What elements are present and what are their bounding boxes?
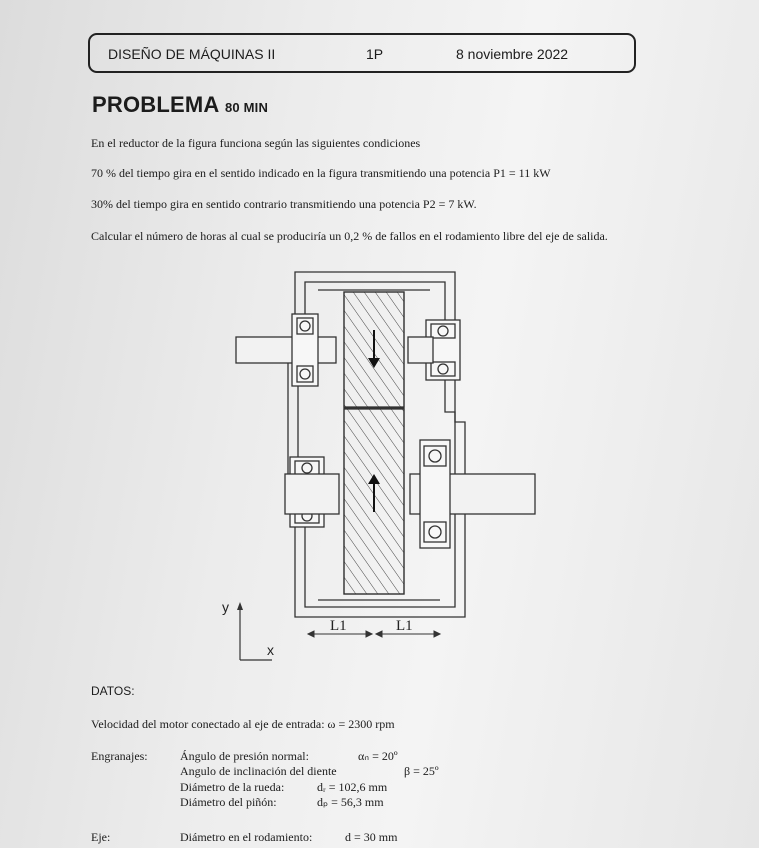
gear-reducer-diagram (200, 262, 560, 682)
bearing-output-right-free (420, 440, 450, 548)
pressure-angle-label: Ángulo de presión normal: (180, 749, 309, 763)
bearing-input-right (408, 320, 460, 380)
bearing-output-left (285, 457, 339, 527)
datos-title: DATOS: (91, 684, 135, 698)
bearing-input-left (292, 314, 318, 386)
gears-label: Engranajes: (91, 749, 148, 763)
bearing-diameter-value: d = 30 mm (345, 830, 398, 844)
dimension-label-right: L1 (396, 618, 413, 634)
wheel-diameter-value: dᵣ = 102,6 mm (317, 780, 388, 794)
shaft-label: Eje: (91, 830, 111, 844)
pressure-angle-value: αₙ = 20º (358, 749, 398, 763)
axis-y-label: y (222, 599, 229, 615)
problem-title-main: PROBLEMA (92, 92, 219, 117)
course-name: DISEÑO DE MÁQUINAS II (108, 46, 276, 62)
wheel-diameter-label: Diámetro de la rueda: (180, 780, 285, 794)
statement-condition-1: 70 % del tiempo gira en el sentido indicado en la figura transmitiendo una potencia P1 = 11 kW (91, 166, 551, 180)
input-shaft (236, 337, 336, 363)
helix-angle-value: β = 25º (404, 764, 439, 778)
problem-title (92, 92, 268, 118)
pinion-diameter-value: dₚ = 56,3 mm (317, 795, 384, 809)
statement-condition-2: 30% del tiempo gira en sentido contrario transmitiendo una potencia P2 = 7 kW. (91, 197, 477, 211)
helix-angle-label: Angulo de inclinación del diente (180, 764, 337, 778)
axis-x-label: x (267, 642, 274, 658)
dimension-label-left: L1 (330, 618, 347, 634)
bearing-diameter-label: Diámetro en el rodamiento: (180, 830, 313, 844)
problem-duration: 80 MIN (224, 100, 269, 115)
dimension-lines (308, 631, 440, 637)
pinion-diameter-label: Diámetro del piñón: (180, 795, 277, 809)
exam-date: 8 noviembre 2022 (456, 46, 569, 62)
statement-question: Calcular el número de horas al cual se produciría un 0,2 % de fallos en el rodamiento libre del eje de salida. (91, 229, 608, 243)
exam-header (88, 33, 636, 73)
statement-intro: En el reductor de la figura funciona según las siguientes condiciones (91, 136, 421, 150)
exam-code: 1P (366, 46, 384, 62)
motor-speed: Velocidad del motor conectado al eje de entrada: ω = 2300 rpm (91, 717, 395, 731)
